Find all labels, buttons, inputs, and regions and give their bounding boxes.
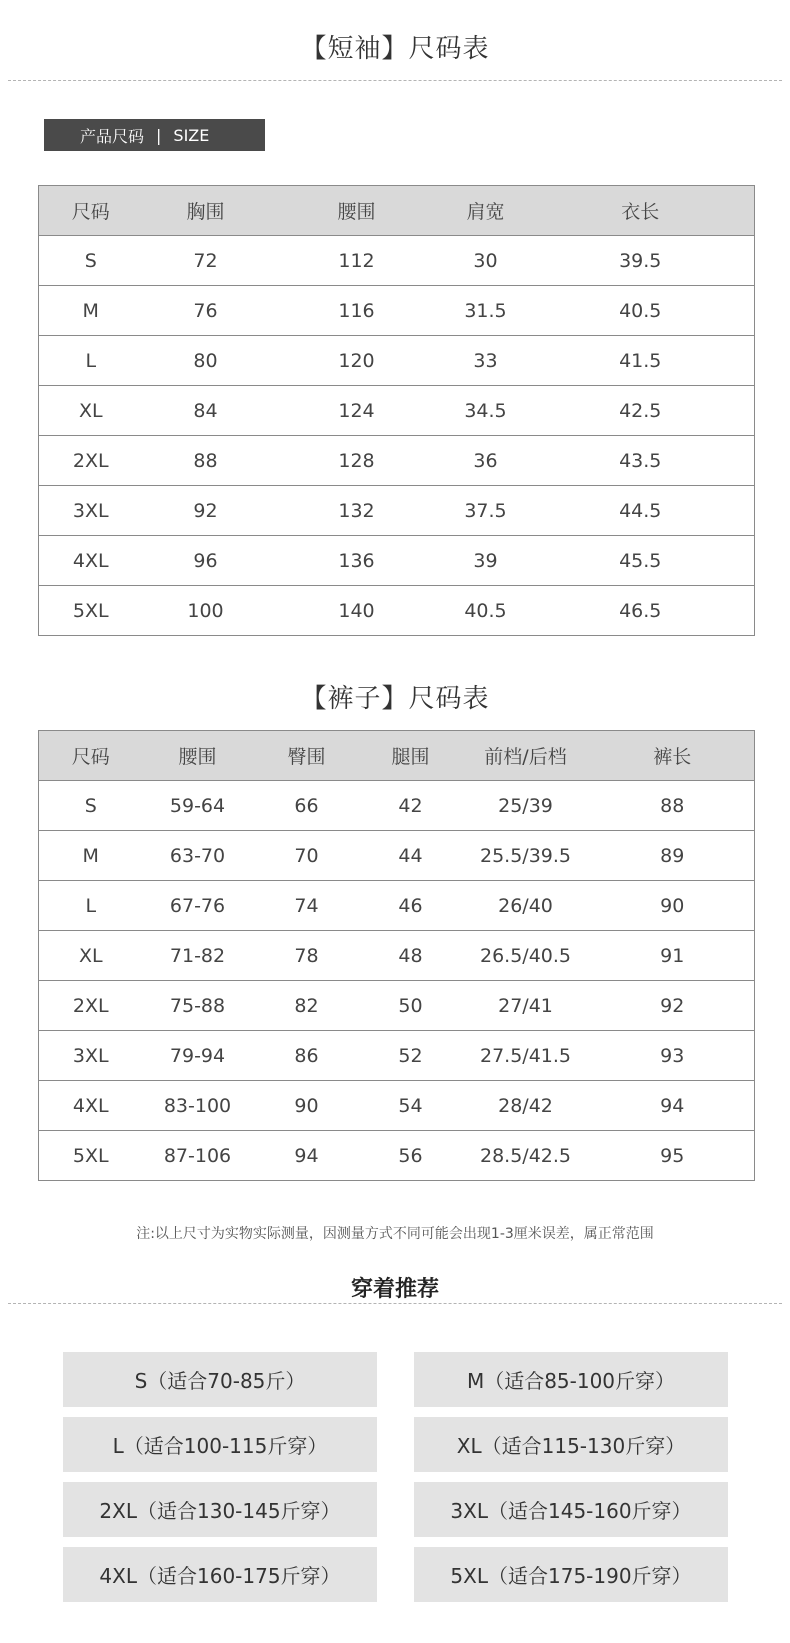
table-cell: 90 bbox=[591, 881, 755, 931]
table-row bbox=[39, 1081, 755, 1131]
table-cell: S bbox=[39, 236, 143, 286]
pants-size-table bbox=[38, 730, 755, 1181]
table-row bbox=[39, 486, 755, 536]
table-cell: 4XL bbox=[39, 536, 143, 586]
table-cell: 3XL bbox=[39, 1031, 143, 1081]
table-cell: 39 bbox=[445, 536, 527, 586]
shirt-table-body bbox=[39, 236, 755, 636]
table-cell: 30 bbox=[445, 236, 527, 286]
header-hip: 臀围 bbox=[253, 731, 361, 781]
table-cell: 26/40 bbox=[461, 881, 591, 931]
table-cell: 112 bbox=[269, 236, 445, 286]
table-cell: 43.5 bbox=[527, 436, 755, 486]
table-cell: 48 bbox=[361, 931, 461, 981]
table-cell: 128 bbox=[269, 436, 445, 486]
recommendation-m: M（适合85-100斤穿） bbox=[414, 1352, 728, 1407]
table-cell: 79-94 bbox=[143, 1031, 253, 1081]
table-cell: L bbox=[39, 881, 143, 931]
header-waist: 腰围 bbox=[269, 186, 445, 236]
recommendation-4xl: 4XL（适合160-175斤穿） bbox=[63, 1547, 377, 1602]
table-cell: 46.5 bbox=[527, 586, 755, 636]
header-rise: 前档/后档 bbox=[461, 731, 591, 781]
table-cell: 88 bbox=[591, 781, 755, 831]
table-row bbox=[39, 336, 755, 386]
header-thigh: 腿围 bbox=[361, 731, 461, 781]
table-row bbox=[39, 236, 755, 286]
pants-table-body bbox=[39, 781, 755, 1181]
table-cell: 54 bbox=[361, 1081, 461, 1131]
table-cell: 31.5 bbox=[445, 286, 527, 336]
table-row bbox=[39, 831, 755, 881]
table-cell: 74 bbox=[253, 881, 361, 931]
table-cell: 44 bbox=[361, 831, 461, 881]
table-cell: 41.5 bbox=[527, 336, 755, 386]
table-cell: 88 bbox=[143, 436, 269, 486]
table-cell: 66 bbox=[253, 781, 361, 831]
table-cell: 67-76 bbox=[143, 881, 253, 931]
table-cell: 26.5/40.5 bbox=[461, 931, 591, 981]
table-cell: 39.5 bbox=[527, 236, 755, 286]
header-shoulder: 肩宽 bbox=[445, 186, 527, 236]
table-cell: 120 bbox=[269, 336, 445, 386]
recommendation-title: 穿着推荐 bbox=[350, 1277, 439, 1302]
recommendation-l: L（适合100-115斤穿） bbox=[63, 1417, 377, 1472]
recommendation-5xl: 5XL（适合175-190斤穿） bbox=[414, 1547, 728, 1602]
table-cell: XL bbox=[39, 386, 143, 436]
table-cell: XL bbox=[39, 931, 143, 981]
table-cell: 92 bbox=[591, 981, 755, 1031]
table-cell: 95 bbox=[591, 1131, 755, 1181]
product-size-badge bbox=[44, 119, 265, 151]
table-cell: 89 bbox=[591, 831, 755, 881]
table-cell: 59-64 bbox=[143, 781, 253, 831]
header-length: 衣长 bbox=[527, 186, 755, 236]
table-cell: 46 bbox=[361, 881, 461, 931]
table-cell: 82 bbox=[253, 981, 361, 1031]
table-cell: 78 bbox=[253, 931, 361, 981]
table-cell: 40.5 bbox=[527, 286, 755, 336]
table-cell: 28/42 bbox=[461, 1081, 591, 1131]
table-row bbox=[39, 436, 755, 486]
table-cell: 4XL bbox=[39, 1081, 143, 1131]
table-header-row bbox=[39, 186, 755, 236]
top-dashed-divider bbox=[8, 80, 782, 81]
table-cell: 40.5 bbox=[445, 586, 527, 636]
recommendation-xl: XL（适合115-130斤穿） bbox=[414, 1417, 728, 1472]
table-cell: 50 bbox=[361, 981, 461, 1031]
table-row bbox=[39, 981, 755, 1031]
table-cell: S bbox=[39, 781, 143, 831]
table-cell: 116 bbox=[269, 286, 445, 336]
table-cell: 96 bbox=[143, 536, 269, 586]
table-cell: 3XL bbox=[39, 486, 143, 536]
table-cell: 87-106 bbox=[143, 1131, 253, 1181]
table-cell: 83-100 bbox=[143, 1081, 253, 1131]
table-cell: 63-70 bbox=[143, 831, 253, 881]
table-cell: 56 bbox=[361, 1131, 461, 1181]
table-cell: 42.5 bbox=[527, 386, 755, 436]
table-cell: 70 bbox=[253, 831, 361, 881]
table-cell: 100 bbox=[143, 586, 269, 636]
table-cell: 27.5/41.5 bbox=[461, 1031, 591, 1081]
table-row bbox=[39, 286, 755, 336]
header-size: 尺码 bbox=[39, 186, 143, 236]
table-cell: 2XL bbox=[39, 436, 143, 486]
table-cell: 36 bbox=[445, 436, 527, 486]
table-row bbox=[39, 386, 755, 436]
recommendation-s: S（适合70-85斤） bbox=[63, 1352, 377, 1407]
table-cell: 91 bbox=[591, 931, 755, 981]
table-cell: 25.5/39.5 bbox=[461, 831, 591, 881]
table-cell: 124 bbox=[269, 386, 445, 436]
table-cell: 86 bbox=[253, 1031, 361, 1081]
table-cell: 72 bbox=[143, 236, 269, 286]
shirt-size-table bbox=[38, 185, 755, 636]
table-cell: 84 bbox=[143, 386, 269, 436]
table-cell: 132 bbox=[269, 486, 445, 536]
table-cell: 80 bbox=[143, 336, 269, 386]
table-row bbox=[39, 536, 755, 586]
table-cell: M bbox=[39, 831, 143, 881]
table-cell: 5XL bbox=[39, 586, 143, 636]
badge-label-en: SIZE bbox=[173, 125, 210, 145]
table-cell: 94 bbox=[253, 1131, 361, 1181]
table-cell: 76 bbox=[143, 286, 269, 336]
table-cell: 94 bbox=[591, 1081, 755, 1131]
table-cell: M bbox=[39, 286, 143, 336]
table-row bbox=[39, 586, 755, 636]
header-waist: 腰围 bbox=[143, 731, 253, 781]
table-cell: 28.5/42.5 bbox=[461, 1131, 591, 1181]
table-cell: L bbox=[39, 336, 143, 386]
table-cell: 42 bbox=[361, 781, 461, 831]
recommendation-3xl: 3XL（适合145-160斤穿） bbox=[414, 1482, 728, 1537]
header-chest: 胸围 bbox=[143, 186, 269, 236]
table-cell: 92 bbox=[143, 486, 269, 536]
table-row bbox=[39, 781, 755, 831]
badge-label-cn: 产品尺码 bbox=[80, 126, 145, 146]
table-cell: 34.5 bbox=[445, 386, 527, 436]
header-size: 尺码 bbox=[39, 731, 143, 781]
table-row bbox=[39, 1131, 755, 1181]
table-cell: 93 bbox=[591, 1031, 755, 1081]
measurement-note: 注:以上尺寸为实物实际测量，因测量方式不同可能会出现1-3厘米误差，属正常范围 bbox=[136, 1226, 654, 1242]
bottom-dashed-divider bbox=[8, 1303, 782, 1304]
table-cell: 27/41 bbox=[461, 981, 591, 1031]
table-cell: 140 bbox=[269, 586, 445, 636]
table-cell: 5XL bbox=[39, 1131, 143, 1181]
table-cell: 2XL bbox=[39, 981, 143, 1031]
table-header-row bbox=[39, 731, 755, 781]
table-cell: 25/39 bbox=[461, 781, 591, 831]
header-pants-length: 裤长 bbox=[591, 731, 755, 781]
table-cell: 33 bbox=[445, 336, 527, 386]
shirt-size-chart-title: 【短袖】尺码表 bbox=[300, 34, 490, 64]
table-cell: 75-88 bbox=[143, 981, 253, 1031]
table-cell: 52 bbox=[361, 1031, 461, 1081]
table-cell: 37.5 bbox=[445, 486, 527, 536]
table-row bbox=[39, 881, 755, 931]
table-row bbox=[39, 1031, 755, 1081]
pants-size-chart-title: 【裤子】尺码表 bbox=[300, 684, 490, 714]
table-cell: 136 bbox=[269, 536, 445, 586]
table-cell: 90 bbox=[253, 1081, 361, 1131]
table-cell: 71-82 bbox=[143, 931, 253, 981]
table-cell: 45.5 bbox=[527, 536, 755, 586]
table-row bbox=[39, 931, 755, 981]
recommendation-2xl: 2XL（适合130-145斤穿） bbox=[63, 1482, 377, 1537]
badge-separator: | bbox=[156, 125, 162, 145]
table-cell: 44.5 bbox=[527, 486, 755, 536]
